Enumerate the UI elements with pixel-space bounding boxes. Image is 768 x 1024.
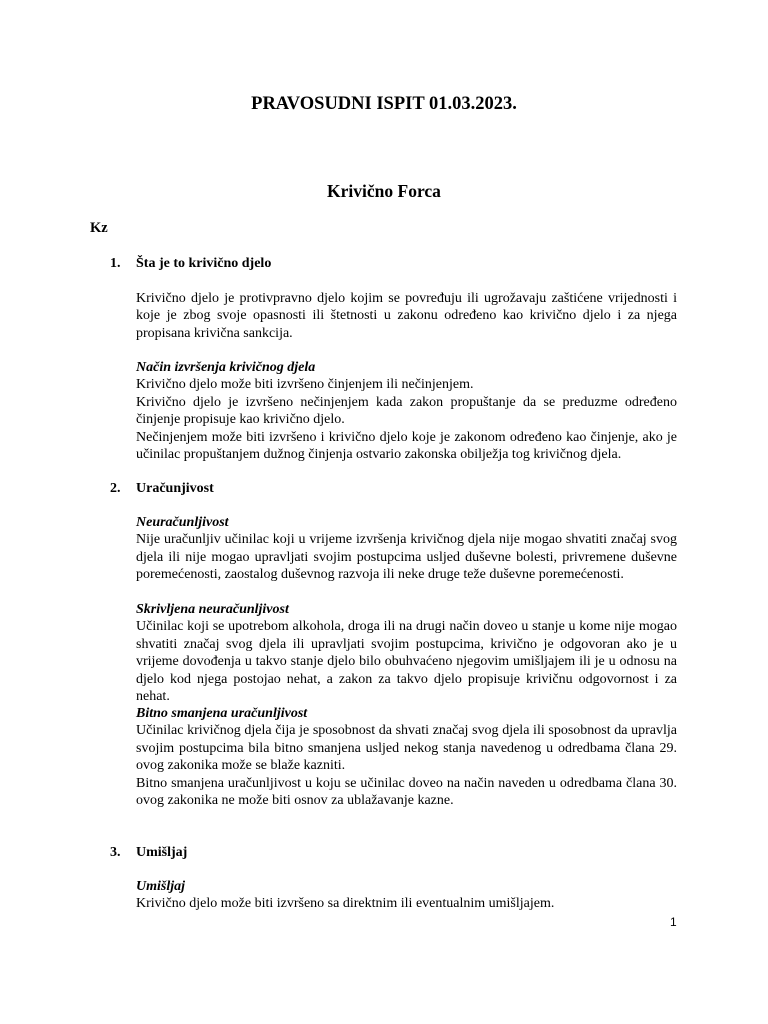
section-1-subsection bbox=[136, 359, 677, 463]
section-3-heading bbox=[110, 844, 187, 862]
subsection-title: Umišljaj bbox=[136, 879, 186, 894]
section-3-subsection bbox=[136, 878, 677, 913]
section-3-title: Umišljaj bbox=[136, 845, 188, 860]
subsection-paragraph: Bitno smanjena uračunljivost u koju se učinilac doveo na način naveden u odredbama člana 30. ovog zakonika ne može biti osnov za ublažavanje kazne. bbox=[136, 775, 677, 809]
section-2-subsection-1 bbox=[136, 514, 677, 584]
page-number: 1 bbox=[670, 915, 677, 929]
document-subtitle: Krivično Forca bbox=[327, 181, 441, 201]
section-1-number: 1. bbox=[110, 256, 121, 271]
section-2-heading bbox=[110, 480, 214, 498]
subsection-title: Neuračunljivost bbox=[136, 515, 229, 530]
section-1-heading bbox=[110, 255, 271, 273]
subsection-paragraph: Nečinjenjem može biti izvršeno i krivično djelo koje je zakonom određeno kao činjenje, ako je učinilac propuštanjem dužnog činjenja ostvario zakonska obilježja tog krivičnog djela. bbox=[136, 429, 677, 463]
subsection-paragraph: Učinilac koji se upotrebom alkohola, droga ili na drugi način doveo u stanje u kome nije mogao shvatiti značaj svog djela ili upravljati svojim postupcima, krivično je odgovoran ako je u vrijeme dovođenja u takvo stanje djelo bilo obuhvaćeno njegovim umišljajem ili je u odnosu na djelo kod njega postojao nehat, a zakon za takvo djelo propisuje krivičnu odgovornost i za nehat. bbox=[136, 619, 677, 705]
subsection-paragraph: Krivično djelo može biti izvršeno sa direktnim ili eventualnim umišljajem. bbox=[136, 896, 555, 912]
section-1-title: Šta je to krivično djelo bbox=[136, 256, 272, 271]
subsection-paragraph: Nije uračunljiv učinilac koji u vrijeme izvršenja krivičnog djela nije mogao shvatiti značaj svog djela ili nije mogao upravljati svojim postupcima usljed duševne bolesti, privremene duševne poremećenosti, zaostalog duševnog razvoja ili neke druge teže duševne poremećenosti. bbox=[136, 532, 677, 583]
section-2-title: Uračunjivost bbox=[136, 481, 214, 496]
section-2-subsection-3 bbox=[136, 705, 677, 809]
subsection-paragraph: Učinilac krivičnog djela čija je sposobnost da shvati značaj svog djela ili sposobnost da upravlja svojim postupcima bila bitno smanjena usljed nekog stanja navedenog u odredbama člana 29. ovog zakonika može se blaže kazniti. bbox=[136, 723, 677, 774]
subsection-title: Način izvršenja krivičnog djela bbox=[136, 360, 316, 375]
section-2-number: 2. bbox=[110, 481, 121, 496]
document-title: PRAVOSUDNI ISPIT 01.03.2023. bbox=[251, 94, 517, 114]
section-1-definition bbox=[136, 290, 677, 342]
subsection-paragraph: Krivično djelo može biti izvršeno činjenjem ili nečinjenjem. bbox=[136, 377, 474, 393]
section-3-number: 3. bbox=[110, 845, 121, 860]
law-label: Kz bbox=[90, 220, 108, 236]
subsection-title: Bitno smanjena uračunljivost bbox=[136, 706, 308, 721]
subsection-title: Skrivljena neuračunljivost bbox=[136, 602, 289, 617]
definition-paragraph: Krivično djelo je protivpravno djelo kojim se povređuju ili ugrožavaju zaštićene vrijednosti i koje je zbog svoje opasnosti ili štetnosti u zakonu određeno kao krivično djelo i za njega propisana krivična sankcija. bbox=[136, 291, 677, 341]
section-2-subsection-2 bbox=[136, 601, 677, 705]
subsection-paragraph: Krivično djelo je izvršeno nečinjenjem kada zakon propuštanje da se preduzme određeno činjenje propisuje kao krivično djelo. bbox=[136, 394, 677, 428]
